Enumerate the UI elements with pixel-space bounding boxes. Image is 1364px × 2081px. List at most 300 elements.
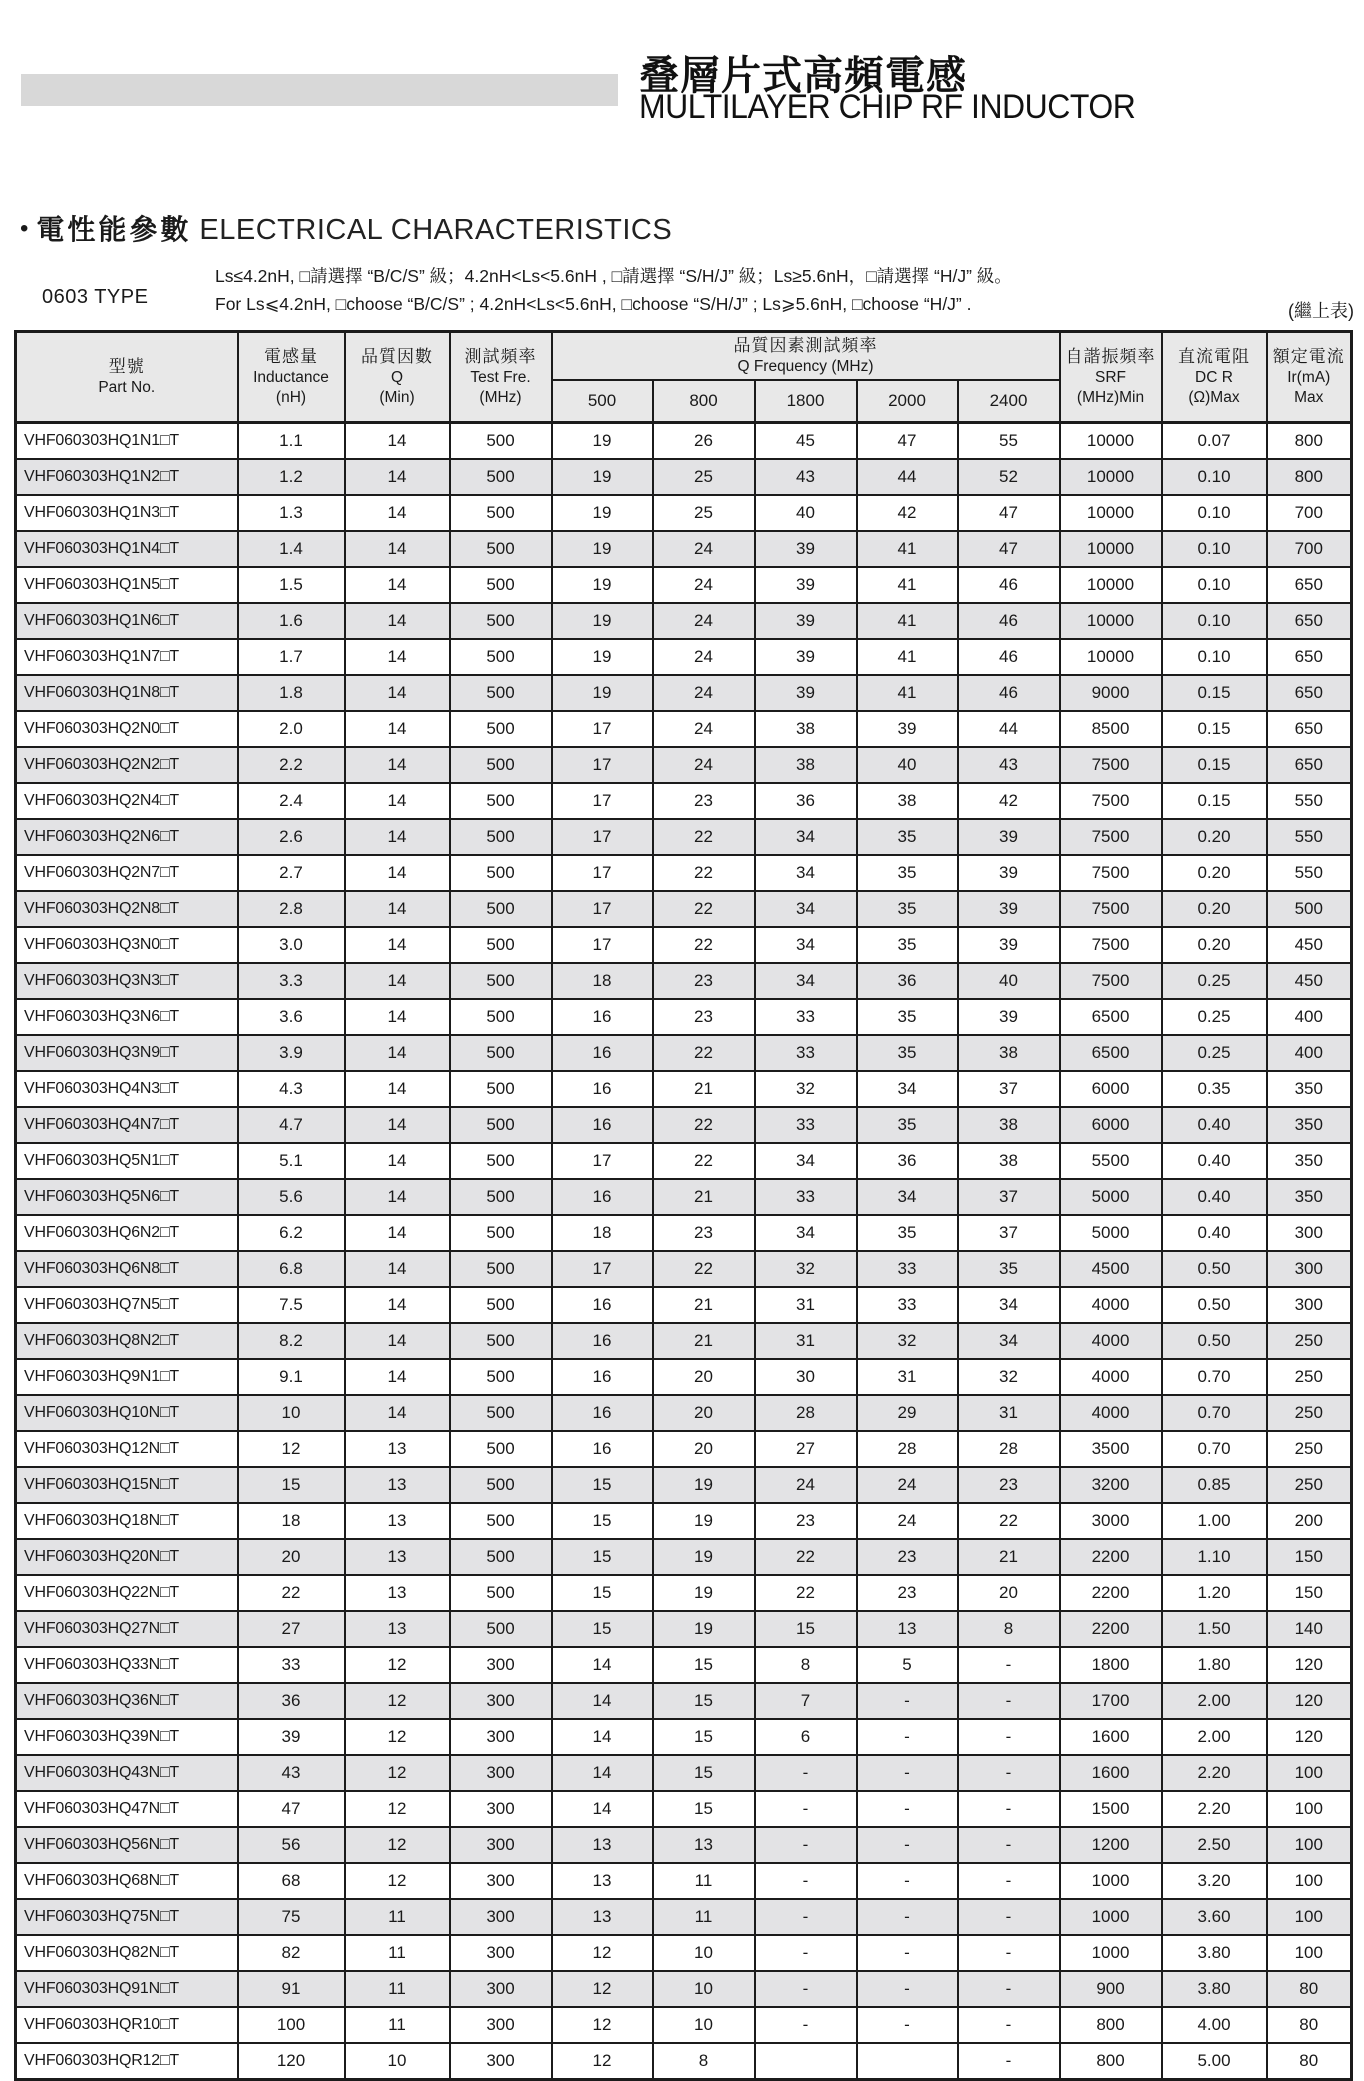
value-cell: 300 (450, 1719, 552, 1755)
value-cell: 1.2 (238, 459, 345, 495)
table-row (16, 1251, 1352, 1287)
part-number-cell: VHF060303HQ6N8□T (16, 1251, 238, 1287)
part-number-cell: VHF060303HQ1N5□T (16, 567, 238, 603)
col-header-srf: 自諧振頻率 SRF (MHz)Min (1060, 332, 1162, 423)
value-cell: - (755, 1899, 857, 1935)
table-row (16, 1287, 1352, 1323)
value-cell: 34 (958, 1323, 1060, 1359)
value-cell: 38 (958, 1035, 1060, 1071)
value-cell: - (755, 1863, 857, 1899)
value-cell: 4000 (1060, 1395, 1162, 1431)
value-cell: 33 (755, 1179, 857, 1215)
value-cell: 1.5 (238, 567, 345, 603)
value-cell: 350 (1267, 1071, 1352, 1107)
value-cell: 9.1 (238, 1359, 345, 1395)
table-row (16, 1143, 1352, 1179)
value-cell: 33 (857, 1287, 958, 1323)
value-cell: 100 (1267, 1827, 1352, 1863)
value-cell: 55 (958, 423, 1060, 460)
value-cell: 650 (1267, 747, 1352, 783)
value-cell: 500 (1267, 891, 1352, 927)
value-cell: 7500 (1060, 927, 1162, 963)
value-cell: 500 (450, 567, 552, 603)
value-cell: 0.70 (1162, 1395, 1267, 1431)
value-cell: 41 (857, 639, 958, 675)
value-cell: 2200 (1060, 1575, 1162, 1611)
col-header-dcr: 直流電阻 DC R (Ω)Max (1162, 332, 1267, 423)
value-cell: - (857, 1863, 958, 1899)
value-cell: 13 (345, 1431, 450, 1467)
value-cell: 500 (450, 1395, 552, 1431)
value-cell: - (755, 1791, 857, 1827)
value-cell: 16 (552, 1035, 653, 1071)
value-cell: 13 (345, 1467, 450, 1503)
value-cell: 20 (653, 1431, 755, 1467)
value-cell: 10000 (1060, 495, 1162, 531)
table-row (16, 1611, 1352, 1647)
value-cell: 500 (450, 675, 552, 711)
value-cell: 82 (238, 1935, 345, 1971)
value-cell: 300 (450, 1791, 552, 1827)
value-cell: 14 (345, 423, 450, 460)
value-cell: 14 (345, 1071, 450, 1107)
value-cell: 14 (345, 1251, 450, 1287)
continued-from-above-note: (繼上表) (1288, 301, 1354, 321)
value-cell: 500 (450, 1323, 552, 1359)
value-cell: 500 (450, 1215, 552, 1251)
part-number-cell: VHF060303HQ2N6□T (16, 819, 238, 855)
value-cell: 14 (345, 1359, 450, 1395)
value-cell: 0.70 (1162, 1359, 1267, 1395)
value-cell: 120 (238, 2043, 345, 2080)
value-cell: 1500 (1060, 1791, 1162, 1827)
col-header-q-frequency-group: 品質因素測試頻率 Q Frequency (MHz) (552, 332, 1060, 381)
value-cell: 16 (552, 1323, 653, 1359)
value-cell: 7500 (1060, 819, 1162, 855)
value-cell: - (755, 2007, 857, 2043)
value-cell: 23 (653, 999, 755, 1035)
value-cell: 0.85 (1162, 1467, 1267, 1503)
value-cell: - (958, 2043, 1060, 2080)
value-cell: - (958, 1935, 1060, 1971)
value-cell: 40 (958, 963, 1060, 999)
value-cell: 14 (345, 999, 450, 1035)
value-cell: 140 (1267, 1611, 1352, 1647)
value-cell: 28 (857, 1431, 958, 1467)
value-cell: 36 (857, 963, 958, 999)
part-number-cell: VHF060303HQ1N3□T (16, 495, 238, 531)
value-cell: 5000 (1060, 1215, 1162, 1251)
value-cell: 5000 (1060, 1179, 1162, 1215)
part-number-cell: VHF060303HQ43N□T (16, 1755, 238, 1791)
part-number-cell: VHF060303HQ3N3□T (16, 963, 238, 999)
value-cell: 40 (857, 747, 958, 783)
table-row (16, 1971, 1352, 2007)
value-cell: - (755, 1827, 857, 1863)
value-cell: 19 (552, 495, 653, 531)
value-cell: 33 (755, 999, 857, 1035)
part-number-cell: VHF060303HQ2N4□T (16, 783, 238, 819)
table-row (16, 1179, 1352, 1215)
value-cell: 17 (552, 711, 653, 747)
table-row (16, 603, 1352, 639)
value-cell: 34 (755, 963, 857, 999)
value-cell: 23 (958, 1467, 1060, 1503)
value-cell: 0.25 (1162, 1035, 1267, 1071)
value-cell: 39 (238, 1719, 345, 1755)
value-cell: 19 (653, 1611, 755, 1647)
part-number-cell: VHF060303HQ7N5□T (16, 1287, 238, 1323)
value-cell: 100 (1267, 1935, 1352, 1971)
value-cell: 39 (958, 819, 1060, 855)
value-cell: 500 (450, 1251, 552, 1287)
value-cell: 700 (1267, 495, 1352, 531)
value-cell: 12 (345, 1791, 450, 1827)
value-cell: 8 (958, 1611, 1060, 1647)
value-cell: 21 (958, 1539, 1060, 1575)
value-cell (857, 2043, 958, 2080)
value-cell: 6 (755, 1719, 857, 1755)
table-row (16, 999, 1352, 1035)
table-row (16, 1215, 1352, 1251)
value-cell: 46 (958, 603, 1060, 639)
table-row (16, 1503, 1352, 1539)
value-cell: 15 (552, 1467, 653, 1503)
value-cell: 550 (1267, 855, 1352, 891)
value-cell: 10000 (1060, 531, 1162, 567)
part-number-cell: VHF060303HQ1N1□T (16, 423, 238, 460)
value-cell: 36 (238, 1683, 345, 1719)
value-cell: 19 (653, 1503, 755, 1539)
value-cell: 22 (653, 855, 755, 891)
table-row (16, 2043, 1352, 2080)
value-cell: 10 (653, 2007, 755, 2043)
value-cell: 35 (857, 1215, 958, 1251)
value-cell: 24 (653, 711, 755, 747)
value-cell: 19 (552, 675, 653, 711)
value-cell: 16 (552, 1359, 653, 1395)
table-row (16, 1323, 1352, 1359)
table-body (16, 423, 1352, 2080)
value-cell: 33 (755, 1107, 857, 1143)
value-cell: 100 (1267, 1791, 1352, 1827)
value-cell: 39 (755, 603, 857, 639)
value-cell: 5.00 (1162, 2043, 1267, 2080)
value-cell: 14 (552, 1755, 653, 1791)
value-cell: 0.40 (1162, 1107, 1267, 1143)
value-cell: 37 (958, 1215, 1060, 1251)
part-number-cell: VHF060303HQ36N□T (16, 1683, 238, 1719)
value-cell: 0.50 (1162, 1251, 1267, 1287)
value-cell: 0.40 (1162, 1179, 1267, 1215)
value-cell: 14 (552, 1683, 653, 1719)
value-cell: 100 (1267, 1863, 1352, 1899)
value-cell: 300 (450, 1647, 552, 1683)
part-number-cell: VHF060303HQ1N2□T (16, 459, 238, 495)
value-cell: 21 (653, 1287, 755, 1323)
value-cell: 1.10 (1162, 1539, 1267, 1575)
value-cell: 300 (450, 1899, 552, 1935)
value-cell: 500 (450, 1107, 552, 1143)
table-row (16, 747, 1352, 783)
value-cell: 0.10 (1162, 459, 1267, 495)
value-cell: 800 (1060, 2007, 1162, 2043)
table-row (16, 675, 1352, 711)
value-cell: 3.80 (1162, 1971, 1267, 2007)
value-cell: 80 (1267, 2043, 1352, 2080)
value-cell: 13 (552, 1863, 653, 1899)
table-row (16, 1575, 1352, 1611)
value-cell: 39 (755, 675, 857, 711)
table-row (16, 423, 1352, 460)
value-cell: 23 (653, 1215, 755, 1251)
value-cell: 3500 (1060, 1431, 1162, 1467)
value-cell: 15 (653, 1683, 755, 1719)
part-number-cell: VHF060303HQ33N□T (16, 1647, 238, 1683)
value-cell: 42 (857, 495, 958, 531)
value-cell: 300 (450, 2043, 552, 2080)
value-cell: 500 (450, 639, 552, 675)
value-cell: 2.20 (1162, 1755, 1267, 1791)
value-cell: 0.15 (1162, 675, 1267, 711)
value-cell: 6.8 (238, 1251, 345, 1287)
value-cell: 4000 (1060, 1323, 1162, 1359)
value-cell: 800 (1267, 423, 1352, 460)
value-cell: 32 (958, 1359, 1060, 1395)
value-cell: 650 (1267, 603, 1352, 639)
table-row (16, 1035, 1352, 1071)
value-cell: 39 (755, 531, 857, 567)
value-cell: 14 (345, 531, 450, 567)
value-cell: 16 (552, 1107, 653, 1143)
value-cell: 150 (1267, 1575, 1352, 1611)
table-row (16, 855, 1352, 891)
col-header-freq-2400: 2400 (958, 380, 1060, 423)
value-cell: 5500 (1060, 1143, 1162, 1179)
value-cell: 52 (958, 459, 1060, 495)
value-cell: - (958, 1899, 1060, 1935)
value-cell: 6000 (1060, 1107, 1162, 1143)
col-header-freq-2000: 2000 (857, 380, 958, 423)
col-header-test-frequency: 測試頻率 Test Fre. (MHz) (450, 332, 552, 423)
value-cell: 34 (857, 1071, 958, 1107)
value-cell: 1600 (1060, 1755, 1162, 1791)
value-cell: 38 (755, 711, 857, 747)
value-cell: 47 (958, 531, 1060, 567)
part-number-cell: VHF060303HQ4N7□T (16, 1107, 238, 1143)
value-cell: 550 (1267, 783, 1352, 819)
value-cell: 13 (653, 1827, 755, 1863)
value-cell: 14 (345, 1287, 450, 1323)
bullet-icon: • (20, 215, 29, 242)
value-cell: 300 (1267, 1251, 1352, 1287)
part-number-cell: VHF060303HQ22N□T (16, 1575, 238, 1611)
value-cell: 17 (552, 1143, 653, 1179)
value-cell: 500 (450, 1431, 552, 1467)
value-cell: 22 (653, 1251, 755, 1287)
value-cell: 15 (653, 1755, 755, 1791)
value-cell: 800 (1060, 2043, 1162, 2080)
value-cell: 39 (755, 639, 857, 675)
value-cell: 300 (1267, 1287, 1352, 1323)
value-cell: 0.07 (1162, 423, 1267, 460)
value-cell: 16 (552, 1071, 653, 1107)
value-cell: 17 (552, 891, 653, 927)
value-cell: 300 (450, 1755, 552, 1791)
value-cell: 300 (450, 1683, 552, 1719)
value-cell: 14 (345, 1143, 450, 1179)
value-cell: 28 (958, 1431, 1060, 1467)
value-cell: 19 (653, 1575, 755, 1611)
table-row (16, 1935, 1352, 1971)
value-cell: 250 (1267, 1323, 1352, 1359)
value-cell: 1.6 (238, 603, 345, 639)
value-cell: 20 (958, 1575, 1060, 1611)
value-cell: 12 (552, 1935, 653, 1971)
value-cell: 400 (1267, 999, 1352, 1035)
value-cell: 31 (958, 1395, 1060, 1431)
value-cell: 14 (552, 1719, 653, 1755)
value-cell: 13 (345, 1503, 450, 1539)
value-cell: 14 (345, 747, 450, 783)
value-cell: 0.15 (1162, 747, 1267, 783)
value-cell: 34 (755, 891, 857, 927)
value-cell: 14 (552, 1791, 653, 1827)
part-number-cell: VHF060303HQ20N□T (16, 1539, 238, 1575)
value-cell: 0.20 (1162, 819, 1267, 855)
value-cell: 22 (653, 819, 755, 855)
value-cell: 14 (345, 855, 450, 891)
value-cell: 18 (552, 1215, 653, 1251)
table-row (16, 1827, 1352, 1863)
value-cell: 14 (345, 639, 450, 675)
value-cell: 500 (450, 1503, 552, 1539)
value-cell: 0.20 (1162, 927, 1267, 963)
value-cell: 0.70 (1162, 1431, 1267, 1467)
value-cell: 13 (552, 1899, 653, 1935)
value-cell: - (755, 1755, 857, 1791)
value-cell: 500 (450, 1287, 552, 1323)
table-row (16, 819, 1352, 855)
value-cell: 10 (653, 1971, 755, 2007)
value-cell: 650 (1267, 675, 1352, 711)
value-cell: 2.0 (238, 711, 345, 747)
part-number-cell: VHF060303HQ3N0□T (16, 927, 238, 963)
type-label: 0603 TYPE (42, 286, 149, 308)
value-cell: 19 (552, 459, 653, 495)
value-cell: 32 (755, 1251, 857, 1287)
col-header-inductance: 電感量 Inductance (nH) (238, 332, 345, 423)
value-cell: 300 (450, 1935, 552, 1971)
value-cell: 120 (1267, 1683, 1352, 1719)
value-cell: 4000 (1060, 1287, 1162, 1323)
part-number-cell: VHF060303HQ47N□T (16, 1791, 238, 1827)
value-cell: 250 (1267, 1395, 1352, 1431)
value-cell: 0.15 (1162, 783, 1267, 819)
part-number-cell: VHF060303HQR10□T (16, 2007, 238, 2043)
value-cell: 21 (653, 1323, 755, 1359)
value-cell: 24 (653, 639, 755, 675)
value-cell: 11 (345, 1971, 450, 2007)
value-cell: 7500 (1060, 747, 1162, 783)
value-cell: 80 (1267, 2007, 1352, 2043)
value-cell: - (755, 1971, 857, 2007)
value-cell: 5.6 (238, 1179, 345, 1215)
value-cell: 35 (857, 927, 958, 963)
value-cell: 10000 (1060, 639, 1162, 675)
value-cell: 100 (238, 2007, 345, 2043)
value-cell: 39 (958, 927, 1060, 963)
value-cell: 22 (653, 927, 755, 963)
value-cell: 300 (450, 1971, 552, 2007)
col-header-rated-current: 額定電流 Ir(mA) Max (1267, 332, 1352, 423)
value-cell: 17 (552, 1251, 653, 1287)
value-cell: 68 (238, 1863, 345, 1899)
value-cell: 25 (653, 459, 755, 495)
value-cell: 3.60 (1162, 1899, 1267, 1935)
value-cell: 36 (755, 783, 857, 819)
value-cell: 24 (857, 1503, 958, 1539)
value-cell: 250 (1267, 1467, 1352, 1503)
value-cell: 10 (345, 2043, 450, 2080)
value-cell: 10000 (1060, 567, 1162, 603)
value-cell: 2.4 (238, 783, 345, 819)
part-number-cell: VHF060303HQ9N1□T (16, 1359, 238, 1395)
value-cell: 300 (450, 1827, 552, 1863)
value-cell: 15 (552, 1575, 653, 1611)
value-cell: 1800 (1060, 1647, 1162, 1683)
value-cell: 1600 (1060, 1719, 1162, 1755)
value-cell: 30 (755, 1359, 857, 1395)
value-cell: - (857, 1755, 958, 1791)
value-cell: 22 (755, 1539, 857, 1575)
value-cell: 47 (958, 495, 1060, 531)
value-cell: 12 (345, 1647, 450, 1683)
table-row (16, 567, 1352, 603)
value-cell: 300 (450, 1863, 552, 1899)
section-heading-english: ELECTRICAL CHARACTERISTICS (199, 214, 673, 246)
value-cell: 1.80 (1162, 1647, 1267, 1683)
value-cell: 10 (653, 1935, 755, 1971)
table-row (16, 1467, 1352, 1503)
table-row (16, 1395, 1352, 1431)
value-cell: 500 (450, 855, 552, 891)
value-cell: - (958, 1863, 1060, 1899)
value-cell: 550 (1267, 819, 1352, 855)
value-cell: 14 (345, 1035, 450, 1071)
value-cell: 14 (552, 1647, 653, 1683)
value-cell: 19 (552, 423, 653, 460)
table-row (16, 1107, 1352, 1143)
value-cell: 44 (857, 459, 958, 495)
value-cell: 11 (345, 1935, 450, 1971)
section-heading (20, 208, 672, 248)
value-cell: 1.3 (238, 495, 345, 531)
value-cell: 18 (238, 1503, 345, 1539)
value-cell: 29 (857, 1395, 958, 1431)
value-cell: 9000 (1060, 675, 1162, 711)
value-cell: 500 (450, 999, 552, 1035)
value-cell: 350 (1267, 1179, 1352, 1215)
table-row (16, 1647, 1352, 1683)
value-cell: 37 (958, 1071, 1060, 1107)
value-cell: 1700 (1060, 1683, 1162, 1719)
value-cell: 16 (552, 999, 653, 1035)
value-cell: 22 (238, 1575, 345, 1611)
value-cell: 250 (1267, 1359, 1352, 1395)
value-cell: 19 (552, 567, 653, 603)
value-cell: 3200 (1060, 1467, 1162, 1503)
